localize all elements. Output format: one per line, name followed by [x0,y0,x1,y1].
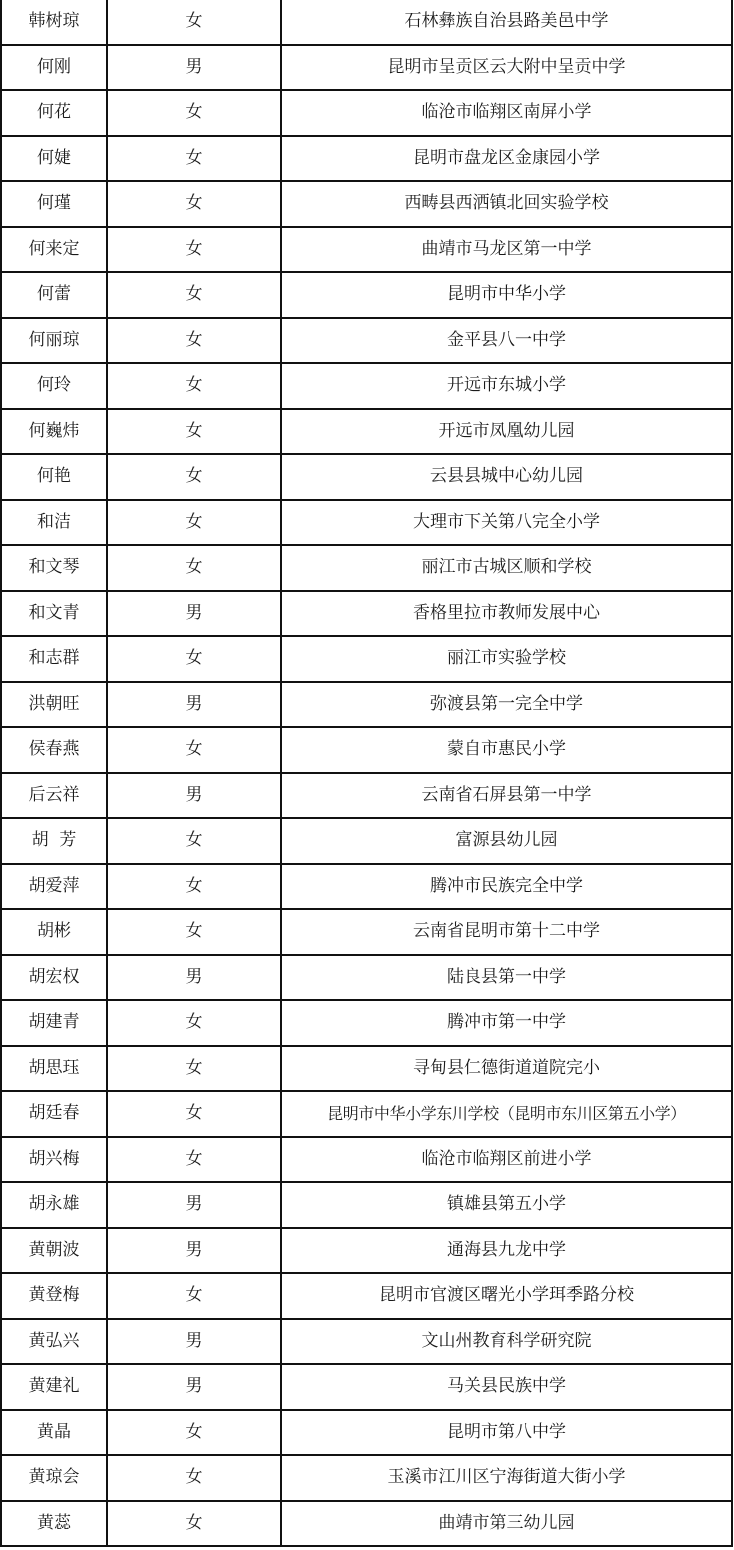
name-cell: 胡兴梅 [1,1137,107,1183]
school-cell: 昆明市官渡区曙光小学珥季路分校 [281,1273,732,1319]
table-row [1,909,732,955]
table-row [1,818,732,864]
gender-cell: 女 [107,409,281,455]
gender-cell: 女 [107,272,281,318]
name-cell: 侯春燕 [1,727,107,773]
name-cell: 何丽琼 [1,318,107,364]
name-cell: 何玲 [1,363,107,409]
school-cell: 丽江市古城区顺和学校 [281,545,732,591]
school-cell: 寻甸县仁德街道道院完小 [281,1046,732,1092]
school-cell: 临沧市临翔区南屏小学 [281,90,732,136]
table-row [1,409,732,455]
gender-cell: 男 [107,1182,281,1228]
school-cell: 丽江市实验学校 [281,636,732,682]
table-row [1,1137,732,1183]
gender-cell: 男 [107,682,281,728]
name-cell: 黄登梅 [1,1273,107,1319]
table-row [1,1091,732,1137]
school-cell: 文山州教育科学研究院 [281,1319,732,1365]
gender-cell: 男 [107,45,281,91]
school-cell: 昆明市中华小学东川学校（昆明市东川区第五小学） [281,1091,732,1137]
name-cell: 何瑾 [1,181,107,227]
name-cell: 何艳 [1,454,107,500]
table-row [1,682,732,728]
name-cell: 和洁 [1,500,107,546]
gender-cell: 女 [107,1137,281,1183]
school-cell: 云南省昆明市第十二中学 [281,909,732,955]
table-row [1,318,732,364]
school-cell: 富源县幼儿园 [281,818,732,864]
name-cell: 黄蕊 [1,1501,107,1547]
table-row [1,636,732,682]
table-row [1,1046,732,1092]
school-cell: 临沧市临翔区前进小学 [281,1137,732,1183]
roster-body [1,0,732,1546]
name-cell: 胡宏权 [1,955,107,1001]
name-cell: 黄建礼 [1,1364,107,1410]
school-cell: 金平县八一中学 [281,318,732,364]
name-cell: 胡永雄 [1,1182,107,1228]
gender-cell: 女 [107,818,281,864]
name-cell: 何蕾 [1,272,107,318]
name-cell: 胡廷春 [1,1091,107,1137]
name-cell: 黄晶 [1,1410,107,1456]
school-cell: 腾冲市民族完全中学 [281,864,732,910]
gender-cell: 女 [107,864,281,910]
table-row [1,1455,732,1501]
table-row [1,45,732,91]
name-cell: 何花 [1,90,107,136]
name-cell: 何婕 [1,136,107,182]
school-cell: 腾冲市第一中学 [281,1000,732,1046]
table-row [1,1319,732,1365]
table-row [1,500,732,546]
gender-cell: 女 [107,136,281,182]
gender-cell: 女 [107,318,281,364]
school-cell: 开远市东城小学 [281,363,732,409]
name-cell: 洪朝旺 [1,682,107,728]
name-cell: 何刚 [1,45,107,91]
table-row [1,90,732,136]
name-cell: 和志群 [1,636,107,682]
name-cell: 和文琴 [1,545,107,591]
school-cell: 曲靖市马龙区第一中学 [281,227,732,273]
table-row [1,1410,732,1456]
name-cell: 胡爱萍 [1,864,107,910]
gender-cell: 女 [107,1046,281,1092]
name-cell: 胡建青 [1,1000,107,1046]
school-cell: 云县县城中心幼儿园 [281,454,732,500]
name-cell: 韩树琼 [1,0,107,45]
gender-cell: 女 [107,181,281,227]
table-row [1,454,732,500]
gender-cell: 女 [107,363,281,409]
table-row [1,363,732,409]
school-cell: 开远市凤凰幼儿园 [281,409,732,455]
gender-cell: 男 [107,1319,281,1365]
name-cell: 何巍炜 [1,409,107,455]
table-row [1,181,732,227]
table-row [1,0,732,45]
gender-cell: 女 [107,1273,281,1319]
school-cell: 大理市下关第八完全小学 [281,500,732,546]
gender-cell: 男 [107,955,281,1001]
gender-cell: 女 [107,1455,281,1501]
table-row [1,1364,732,1410]
gender-cell: 女 [107,500,281,546]
gender-cell: 女 [107,727,281,773]
school-cell: 云南省石屏县第一中学 [281,773,732,819]
gender-cell: 女 [107,545,281,591]
table-row [1,1000,732,1046]
gender-cell: 男 [107,1364,281,1410]
table-row [1,864,732,910]
school-cell: 香格里拉市教师发展中心 [281,591,732,637]
gender-cell: 女 [107,636,281,682]
gender-cell: 男 [107,773,281,819]
gender-cell: 女 [107,90,281,136]
name-cell: 后云祥 [1,773,107,819]
table-row [1,136,732,182]
gender-cell: 女 [107,0,281,45]
school-cell: 弥渡县第一完全中学 [281,682,732,728]
table-row [1,1228,732,1274]
gender-cell: 男 [107,591,281,637]
table-row [1,591,732,637]
school-cell: 西畴县西洒镇北回实验学校 [281,181,732,227]
gender-cell: 女 [107,1091,281,1137]
school-cell: 石林彝族自治县路美邑中学 [281,0,732,45]
gender-cell: 女 [107,454,281,500]
table-row [1,1273,732,1319]
table-row [1,955,732,1001]
table-row [1,545,732,591]
name-cell: 黄朝波 [1,1228,107,1274]
name-cell: 胡 芳 [1,818,107,864]
school-cell: 玉溪市江川区宁海街道大街小学 [281,1455,732,1501]
school-cell: 通海县九龙中学 [281,1228,732,1274]
name-cell: 胡思珏 [1,1046,107,1092]
name-cell: 黄弘兴 [1,1319,107,1365]
gender-cell: 女 [107,1410,281,1456]
gender-cell: 男 [107,1228,281,1274]
table-row [1,727,732,773]
gender-cell: 女 [107,1000,281,1046]
table-row [1,773,732,819]
school-cell: 昆明市第八中学 [281,1410,732,1456]
school-cell: 蒙自市惠民小学 [281,727,732,773]
school-cell: 昆明市中华小学 [281,272,732,318]
name-cell: 黄琼会 [1,1455,107,1501]
name-cell: 胡彬 [1,909,107,955]
name-cell: 何来定 [1,227,107,273]
gender-cell: 女 [107,1501,281,1547]
school-cell: 昆明市盘龙区金康园小学 [281,136,732,182]
school-cell: 陆良县第一中学 [281,955,732,1001]
school-cell: 曲靖市第三幼儿园 [281,1501,732,1547]
table-row [1,1182,732,1228]
table-row [1,272,732,318]
table-row [1,1501,732,1547]
name-cell: 和文青 [1,591,107,637]
school-cell: 昆明市呈贡区云大附中呈贡中学 [281,45,732,91]
gender-cell: 女 [107,227,281,273]
school-cell: 镇雄县第五小学 [281,1182,732,1228]
table-row [1,227,732,273]
school-cell: 马关县民族中学 [281,1364,732,1410]
gender-cell: 女 [107,909,281,955]
